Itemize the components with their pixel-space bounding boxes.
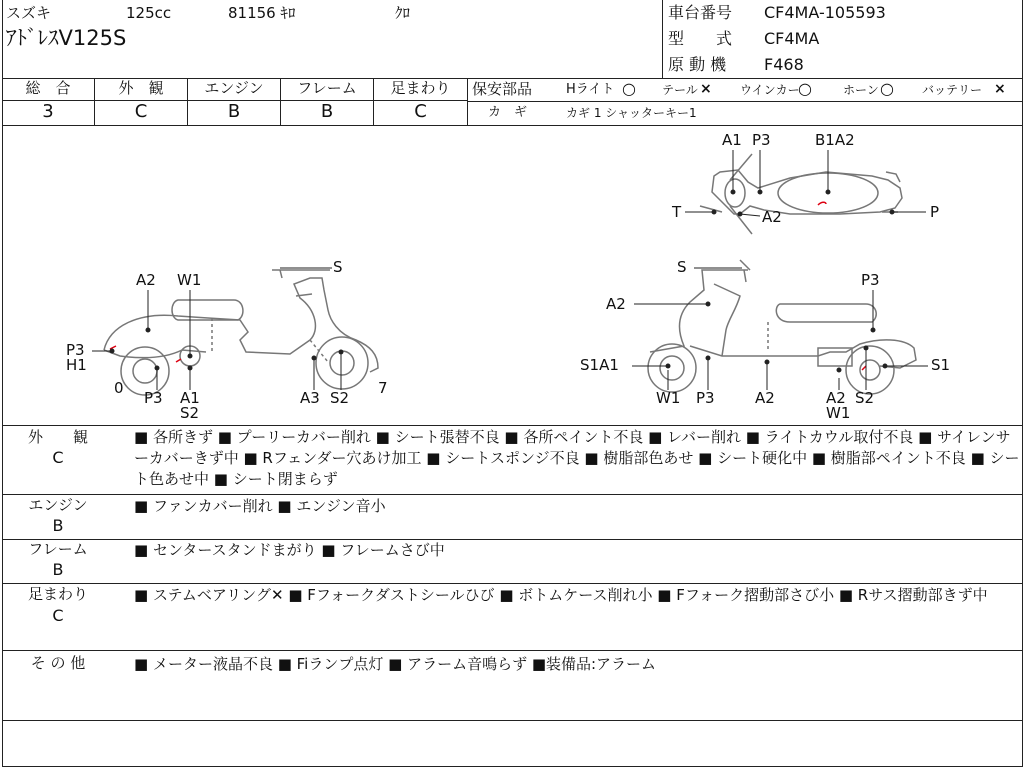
- exterior-notes: ■ 各所きず ■ プーリーカバー削れ ■ シート張替不良 ■ 各所ペイント不良 ■ レバー削れ ■ ライトカウル取付不良 ■ サイレンサーカバーきず中 ■ Rフェンダー穴あけ加工 ■ シートスポンジ不良 ■ 樹脂部色あせ ■ シート硬化中 ■ 樹脂部ペイント不良 ■ シート色あせ中 ■ シート閉まらず: [134, 428, 1020, 488]
- model-name: ｱﾄﾞﾚｽV125S: [6, 26, 127, 50]
- damage-mark: [110, 346, 116, 349]
- divider: [2, 650, 1022, 651]
- winker-label: ウインカー: [740, 83, 800, 97]
- exterior-notes-label: 外 観: [27, 428, 88, 446]
- divider: [2, 425, 1022, 426]
- diagram-label: P3: [144, 389, 163, 407]
- diagram-label: A2: [826, 389, 846, 407]
- engine-notes-label: エンジン: [28, 496, 88, 514]
- engine-grade: B: [227, 101, 241, 122]
- battery-label: バッテリー: [922, 83, 983, 97]
- exterior-grade: C: [134, 101, 148, 122]
- divider: [2, 583, 1022, 584]
- diagram-label: S2: [180, 404, 200, 422]
- overall-grade: 3: [42, 101, 54, 122]
- diagram-label: H1: [66, 356, 87, 374]
- diagram-label: 7: [378, 379, 388, 397]
- diagram-label: S1A1: [580, 356, 619, 374]
- type-label: 型 式: [668, 29, 733, 48]
- top-view-scooter: [700, 154, 902, 234]
- diagram-label: W1: [656, 389, 681, 407]
- frame-no-label: 車台番号: [668, 3, 733, 22]
- engine-label: エンジン: [204, 79, 264, 97]
- diagram-label: S: [333, 258, 343, 276]
- frame-grade: B: [320, 101, 334, 122]
- tail-label: テール: [662, 83, 698, 97]
- suspension-notes: ■ ステムベアリング✕ ■ Fフォークダストシールひび ■ ボトムケース削れ小 ■ Fフォーク摺動部さび小 ■ Rサス摺動部きず中: [134, 586, 988, 604]
- damage-mark: [862, 366, 866, 370]
- engine-model-value: F468: [764, 55, 804, 74]
- diagram-label: S2: [855, 389, 875, 407]
- diagram-label: W1: [826, 404, 851, 422]
- safety-label: 保安部品: [472, 80, 533, 98]
- exterior-label: 外 観: [118, 79, 164, 97]
- diagram-label: S1: [931, 356, 951, 374]
- diagram-label: A1: [722, 131, 742, 149]
- diagram-label: 0: [114, 379, 124, 397]
- color: ｸﾛ: [395, 4, 411, 22]
- diagram-label: P3: [696, 389, 715, 407]
- headlight-label: Hライト: [566, 82, 615, 97]
- diagram-label: A2: [762, 208, 782, 226]
- diagram-label: A2: [606, 295, 626, 313]
- frame-notes-label: フレーム: [28, 540, 88, 558]
- type-value: CF4MA: [764, 29, 820, 48]
- frame-no: CF4MA-105593: [764, 3, 886, 22]
- exterior-notes-grade: C: [52, 448, 64, 467]
- key-value: カギ 1 シャッターキー1: [566, 106, 697, 120]
- diagram-label: S: [677, 258, 687, 276]
- diagram-label: P: [930, 203, 940, 221]
- diagram-label: A1: [180, 389, 200, 407]
- suspension-notes-grade: C: [52, 606, 64, 625]
- displacement: 125cc: [126, 4, 172, 22]
- diagram-label: A2: [755, 389, 775, 407]
- frame-label: フレーム: [297, 79, 357, 97]
- horn-label: ホーン: [843, 83, 879, 97]
- other-notes: ■ メーター液晶不良 ■ Fiランプ点灯 ■ アラーム音鳴らず ■装備品:アラーム: [134, 655, 657, 673]
- diagram-label: A2: [136, 271, 156, 289]
- divider: [2, 494, 1022, 495]
- diagram-label: W1: [177, 271, 202, 289]
- other-notes-label: そ の 他: [30, 654, 86, 672]
- suspension-grade: C: [414, 101, 427, 122]
- winker-mark: ○: [798, 79, 812, 98]
- mileage: 81156 ｷﾛ: [228, 4, 296, 22]
- diagram-label: P3: [861, 271, 880, 289]
- overall-label: 総 合: [25, 79, 71, 97]
- diagram-label: P3: [66, 341, 85, 359]
- diagram-label: A3: [300, 389, 320, 407]
- frame-notes: ■ センタースタンドまがり ■ フレームさび中: [134, 541, 445, 559]
- engine-notes-grade: B: [52, 516, 64, 535]
- horn-mark: ○: [880, 79, 894, 98]
- engine-model-label: 原 動 機: [668, 55, 727, 74]
- headlight-mark: ○: [622, 79, 636, 98]
- frame-notes-grade: B: [52, 560, 64, 579]
- key-label: カ ギ: [488, 105, 528, 120]
- battery-mark: ×: [994, 81, 1006, 97]
- damage-mark: [818, 202, 826, 205]
- engine-notes: ■ ファンカバー削れ ■ エンジン音小: [134, 497, 386, 515]
- divider: [2, 720, 1022, 721]
- suspension-notes-label: 足まわり: [27, 585, 88, 603]
- diagram-label: B1A2: [815, 131, 855, 149]
- leader-line: [740, 214, 760, 216]
- diagram-label: S2: [330, 389, 350, 407]
- diagram-label: P3: [752, 131, 771, 149]
- diagram-label: T: [672, 203, 682, 221]
- suspension-label: 足まわり: [390, 79, 451, 97]
- tail-mark: ×: [700, 81, 712, 97]
- maker: スズキ: [6, 4, 52, 22]
